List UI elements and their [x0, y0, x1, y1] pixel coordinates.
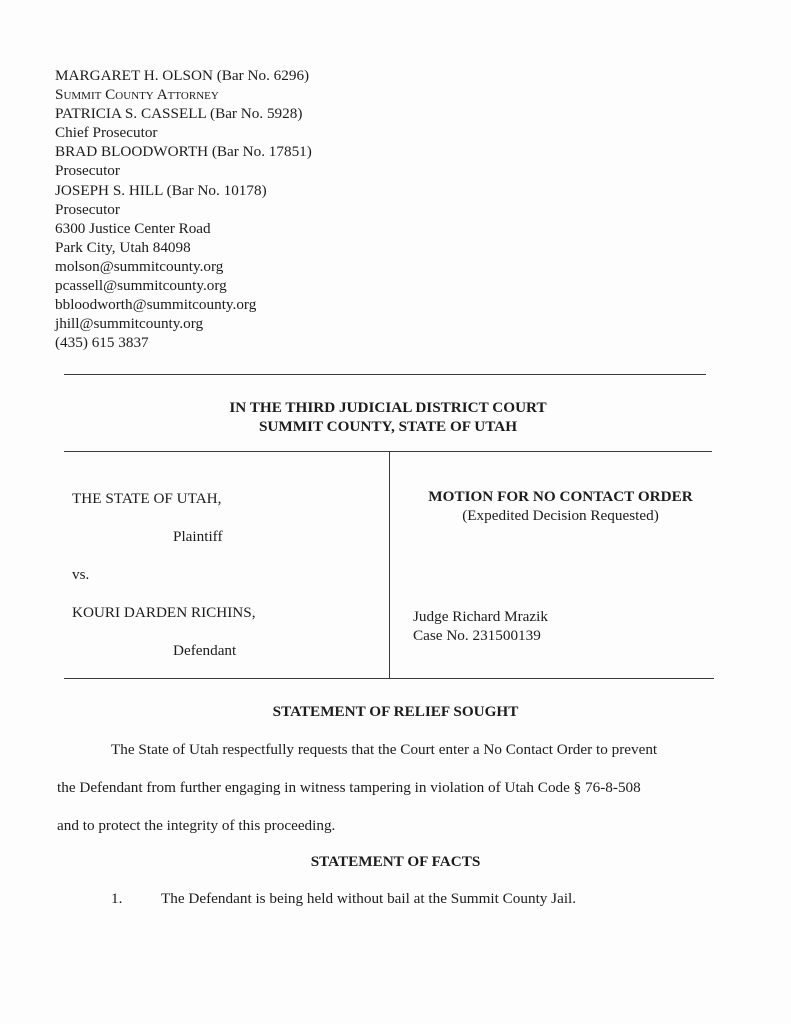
fact-number: 1.: [111, 890, 123, 907]
defendant-label: Defendant: [173, 642, 237, 659]
attorney-role-hill: Prosecutor: [55, 200, 120, 218]
attorney-name-cassell: PATRICIA S. CASSELL (Bar No. 5928): [55, 105, 303, 123]
relief-line-2: the Defendant from further engaging in witness tampering in violation of Utah Code § 76-8-508: [57, 779, 641, 796]
office-title: Summit County Attorney: [55, 86, 219, 104]
email-cassell: pcassell@summitcounty.org: [55, 277, 227, 295]
address-city: Park City, Utah 84098: [55, 238, 191, 256]
court-county: SUMMIT COUNTY, STATE OF UTAH: [258, 418, 518, 435]
judge-case-block: [413, 607, 548, 645]
relief-line-1: The State of Utah respectfully requests that the Court enter a No Contact Order to prevent: [111, 741, 658, 758]
attorney-role-cassell: Chief Prosecutor: [55, 124, 158, 142]
versus: vs.: [72, 566, 90, 583]
address-street: 6300 Justice Center Road: [55, 219, 211, 237]
attorney-name-hill: JOSEPH S. HILL (Bar No. 10178): [55, 181, 267, 199]
attorney-name-olson: MARGARET H. OLSON (Bar No. 6296): [55, 67, 310, 84]
phone-number: (435) 615 3837: [55, 334, 149, 352]
attorney-block: [55, 66, 312, 352]
attorney-role-bloodworth: Prosecutor: [55, 162, 120, 180]
court-name: IN THE THIRD JUDICIAL DISTRICT COURT: [229, 399, 547, 416]
caption-divider-vertical: [389, 451, 390, 679]
motion-subtitle: (Expedited Decision Requested): [462, 507, 659, 524]
defendant-name: KOURI DARDEN RICHINS,: [72, 604, 256, 621]
facts-heading: STATEMENT OF FACTS: [310, 853, 481, 870]
caption-divider-top: [64, 451, 712, 452]
caption-divider-bottom: [64, 678, 714, 679]
caption-motion: [413, 488, 713, 644]
plaintiff-label: Plaintiff: [173, 528, 223, 545]
judge-name: Judge Richard Mrazik: [413, 608, 548, 625]
case-number: Case No. 231500139: [413, 627, 541, 644]
email-olson: molson@summitcounty.org: [55, 257, 224, 275]
divider-top: [64, 374, 706, 375]
relief-line-3: and to protect the integrity of this proceeding.: [57, 817, 336, 834]
court-heading: [64, 398, 712, 436]
email-hill: jhill@summitcounty.org: [55, 315, 204, 333]
relief-heading: STATEMENT OF RELIEF SOUGHT: [272, 703, 519, 720]
email-bloodworth: bbloodworth@summitcounty.org: [55, 296, 257, 314]
plaintiff-name: THE STATE OF UTAH,: [72, 490, 222, 507]
motion-title: MOTION FOR NO CONTACT ORDER: [428, 488, 693, 505]
attorney-name-bloodworth: BRAD BLOODWORTH (Bar No. 17851): [55, 143, 312, 161]
fact-text: The Defendant is being held without bail at the Summit County Jail.: [161, 890, 577, 907]
